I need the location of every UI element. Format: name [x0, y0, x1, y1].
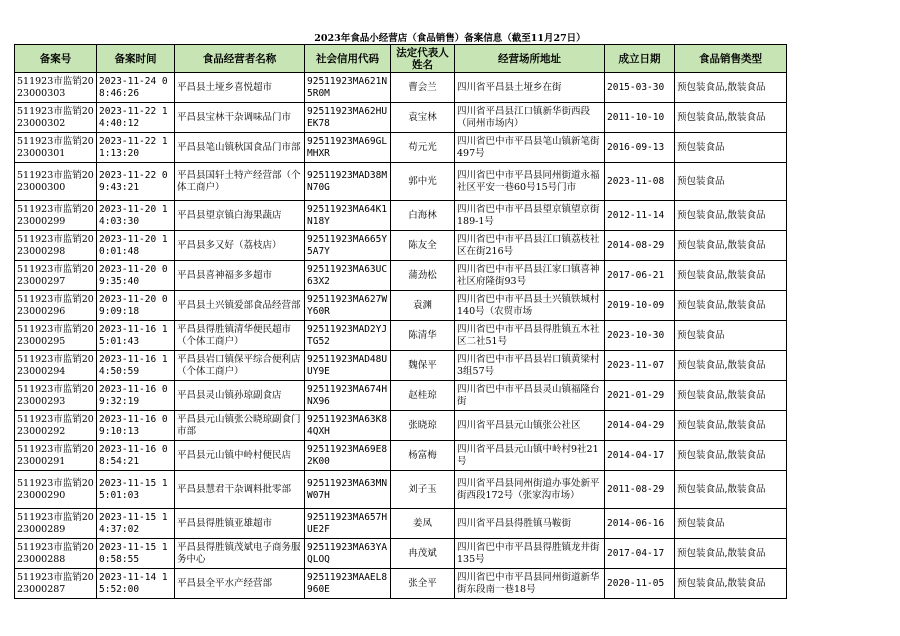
cell-established-date: 2017-04-17	[605, 539, 675, 569]
cell-address: 四川省巴中市平昌县得胜镇龙井街135号	[455, 539, 605, 569]
cell-filing-time: 2023-11-20 14:03:30	[97, 201, 175, 231]
cell-sales-type: 预包装食品,散装食品	[675, 351, 787, 381]
cell-established-date: 2014-04-29	[605, 411, 675, 441]
cell-operator-name: 平昌县喜神福多多超市	[175, 261, 305, 291]
cell-filing-time: 2023-11-20 09:35:40	[97, 261, 175, 291]
header-filing-number: 备案号	[15, 45, 97, 73]
cell-operator-name: 平昌县岩口镇保平综合便利店（个体工商户）	[175, 351, 305, 381]
header-operator-name: 食品经营者名称	[175, 45, 305, 73]
cell-credit-code: 92511923MAD2YJTG52	[305, 321, 391, 351]
cell-filing-number: 511923市监销2023000298	[15, 231, 97, 261]
cell-credit-code: 92511923MA657HUE2F	[305, 509, 391, 539]
cell-filing-number: 511923市监销2023000297	[15, 261, 97, 291]
cell-filing-time: 2023-11-16 09:32:19	[97, 381, 175, 411]
cell-address: 四川省巴中市平昌县同州街道永福社区平安一巷60号15号门市	[455, 163, 605, 201]
cell-legal-rep: 陈清华	[391, 321, 455, 351]
cell-address: 四川省巴中市平昌县望京镇望京街189-1号	[455, 201, 605, 231]
cell-credit-code: 92511923MA63UC63X2	[305, 261, 391, 291]
cell-credit-code: 92511923MA627WY60R	[305, 291, 391, 321]
registration-table	[14, 44, 787, 599]
cell-legal-rep: 杨富梅	[391, 441, 455, 471]
table-row	[15, 381, 787, 411]
cell-filing-number: 511923市监销2023000288	[15, 539, 97, 569]
cell-filing-number: 511923市监销2023000301	[15, 133, 97, 163]
cell-legal-rep: 魏保平	[391, 351, 455, 381]
cell-operator-name: 平昌县土兴镇爱部食品经营部	[175, 291, 305, 321]
cell-sales-type: 预包装食品,散装食品	[675, 441, 787, 471]
cell-sales-type: 预包装食品,散装食品	[675, 471, 787, 509]
cell-sales-type: 预包装食品,散装食品	[675, 231, 787, 261]
cell-filing-time: 2023-11-16 14:50:59	[97, 351, 175, 381]
cell-operator-name: 平昌县得胜镇茂斌电子商务服务中心	[175, 539, 305, 569]
cell-credit-code: 92511923MA665Y5A7Y	[305, 231, 391, 261]
cell-credit-code: 92511923MA63MNW07H	[305, 471, 391, 509]
cell-legal-rep: 陈友全	[391, 231, 455, 261]
cell-sales-type: 预包装食品,散装食品	[675, 411, 787, 441]
cell-sales-type: 预包装食品	[675, 321, 787, 351]
cell-established-date: 2011-10-10	[605, 103, 675, 133]
cell-filing-time: 2023-11-24 08:46:26	[97, 73, 175, 103]
cell-legal-rep: 袁宝林	[391, 103, 455, 133]
table-body	[15, 73, 787, 599]
cell-credit-code: 92511923MA62HUEK78	[305, 103, 391, 133]
table-row	[15, 201, 787, 231]
cell-address: 四川省平昌县元山镇张公社区	[455, 411, 605, 441]
cell-address: 四川省巴中市平昌县江家口镇喜神社区府隆街93号	[455, 261, 605, 291]
cell-filing-number: 511923市监销2023000295	[15, 321, 97, 351]
table-row	[15, 351, 787, 381]
cell-credit-code: 92511923MA621N5R0M	[305, 73, 391, 103]
cell-credit-code: 92511923MA63YAQLOQ	[305, 539, 391, 569]
cell-filing-number: 511923市监销2023000296	[15, 291, 97, 321]
table-row	[15, 133, 787, 163]
header-row	[15, 45, 787, 73]
cell-legal-rep: 冉茂斌	[391, 539, 455, 569]
cell-filing-number: 511923市监销2023000300	[15, 163, 97, 201]
cell-sales-type: 预包装食品,散装食品	[675, 201, 787, 231]
cell-filing-time: 2023-11-14 15:52:00	[97, 569, 175, 599]
cell-legal-rep: 姜凤	[391, 509, 455, 539]
cell-filing-time: 2023-11-15 14:37:02	[97, 509, 175, 539]
table-row	[15, 471, 787, 509]
cell-filing-number: 511923市监销2023000303	[15, 73, 97, 103]
table-row	[15, 321, 787, 351]
cell-established-date: 2016-09-13	[605, 133, 675, 163]
table-row	[15, 539, 787, 569]
cell-credit-code: 92511923MAD48UUY9E	[305, 351, 391, 381]
cell-operator-name: 平昌县土垭乡喜悦超市	[175, 73, 305, 103]
cell-filing-time: 2023-11-15 10:58:55	[97, 539, 175, 569]
cell-address: 四川省平昌县得胜镇马鞍街	[455, 509, 605, 539]
header-address: 经营场所地址	[455, 45, 605, 73]
page-title: 2023年食品小经营店（食品销售）备案信息（截至11月27日）	[314, 33, 586, 44]
cell-address: 四川省巴中市平昌县同州街道新华街东段南一巷18号	[455, 569, 605, 599]
cell-established-date: 2023-11-08	[605, 163, 675, 201]
cell-established-date: 2019-10-09	[605, 291, 675, 321]
cell-filing-time: 2023-11-22 14:40:12	[97, 103, 175, 133]
cell-filing-time: 2023-11-20 09:09:18	[97, 291, 175, 321]
cell-legal-rep: 郭中光	[391, 163, 455, 201]
cell-legal-rep: 白海林	[391, 201, 455, 231]
cell-operator-name: 平昌县慧君干杂调料批零部	[175, 471, 305, 509]
cell-filing-number: 511923市监销2023000292	[15, 411, 97, 441]
cell-operator-name: 平昌县元山镇张公晓琼副食门市部	[175, 411, 305, 441]
cell-legal-rep: 苟元光	[391, 133, 455, 163]
cell-operator-name: 平昌县国轩土特产经营部（个体工商户）	[175, 163, 305, 201]
cell-filing-number: 511923市监销2023000289	[15, 509, 97, 539]
table-row	[15, 73, 787, 103]
cell-sales-type: 预包装食品,散装食品	[675, 569, 787, 599]
cell-address: 四川省巴中市平昌县得胜镇五木社区二社51号	[455, 321, 605, 351]
cell-operator-name: 平昌县得胜镇清华便民超市（个体工商户）	[175, 321, 305, 351]
cell-established-date: 2017-06-21	[605, 261, 675, 291]
cell-filing-number: 511923市监销2023000287	[15, 569, 97, 599]
cell-credit-code: 92511923MA69GLMHXR	[305, 133, 391, 163]
cell-address: 四川省巴中市平昌县岩口镇黄梁村3组57号	[455, 351, 605, 381]
cell-established-date: 2014-04-17	[605, 441, 675, 471]
cell-sales-type: 预包装食品,散装食品	[675, 103, 787, 133]
cell-established-date: 2014-06-16	[605, 509, 675, 539]
cell-sales-type: 预包装食品	[675, 509, 787, 539]
cell-credit-code: 92511923MA64K1N18Y	[305, 201, 391, 231]
cell-filing-number: 511923市监销2023000291	[15, 441, 97, 471]
cell-filing-time: 2023-11-16 08:54:21	[97, 441, 175, 471]
cell-established-date: 2023-11-07	[605, 351, 675, 381]
cell-legal-rep: 张晓琼	[391, 411, 455, 441]
cell-credit-code: 92511923MAD38MN70G	[305, 163, 391, 201]
cell-filing-number: 511923市监销2023000302	[15, 103, 97, 133]
cell-legal-rep: 曹会兰	[391, 73, 455, 103]
table-row	[15, 231, 787, 261]
cell-address: 四川省巴中市平昌县笔山镇新笔街497号	[455, 133, 605, 163]
header-credit-code: 社会信用代码	[305, 45, 391, 73]
cell-operator-name: 平昌县全平水产经营部	[175, 569, 305, 599]
cell-established-date: 2021-01-29	[605, 381, 675, 411]
header-legal-rep: 法定代表人姓名	[391, 45, 455, 73]
cell-operator-name: 平昌县宝林干杂调味品门市	[175, 103, 305, 133]
cell-sales-type: 预包装食品,散装食品	[675, 539, 787, 569]
cell-filing-time: 2023-11-20 10:01:48	[97, 231, 175, 261]
header-filing-time: 备案时间	[97, 45, 175, 73]
cell-legal-rep: 袁渊	[391, 291, 455, 321]
table-row	[15, 441, 787, 471]
cell-credit-code: 92511923MAAEL8960E	[305, 569, 391, 599]
cell-credit-code: 92511923MA674HNX96	[305, 381, 391, 411]
cell-credit-code: 92511923MA69E82K00	[305, 441, 391, 471]
table-row	[15, 509, 787, 539]
cell-filing-time: 2023-11-16 15:01:43	[97, 321, 175, 351]
cell-credit-code: 92511923MA63K84QXH	[305, 411, 391, 441]
cell-legal-rep: 蒲劲松	[391, 261, 455, 291]
cell-operator-name: 平昌县笔山镇秋国食品门市部	[175, 133, 305, 163]
cell-operator-name: 平昌县得胜镇亚雄超市	[175, 509, 305, 539]
table-row	[15, 103, 787, 133]
cell-filing-time: 2023-11-16 09:10:13	[97, 411, 175, 441]
cell-filing-time: 2023-11-22 11:13:20	[97, 133, 175, 163]
cell-filing-number: 511923市监销2023000299	[15, 201, 97, 231]
cell-established-date: 2023-10-30	[605, 321, 675, 351]
table-row	[15, 569, 787, 599]
cell-sales-type: 预包装食品	[675, 133, 787, 163]
cell-filing-number: 511923市监销2023000294	[15, 351, 97, 381]
cell-filing-number: 511923市监销2023000290	[15, 471, 97, 509]
cell-filing-time: 2023-11-15 15:01:03	[97, 471, 175, 509]
header-established-date: 成立日期	[605, 45, 675, 73]
cell-address: 四川省平昌县元山镇中岭村9社21号	[455, 441, 605, 471]
cell-filing-number: 511923市监销2023000293	[15, 381, 97, 411]
cell-sales-type: 预包装食品,散装食品	[675, 381, 787, 411]
cell-established-date: 2014-08-29	[605, 231, 675, 261]
cell-sales-type: 预包装食品,散装食品	[675, 73, 787, 103]
cell-established-date: 2020-11-05	[605, 569, 675, 599]
header-sales-type: 食品销售类型	[675, 45, 787, 73]
table-row	[15, 163, 787, 201]
cell-sales-type: 预包装食品	[675, 163, 787, 201]
cell-operator-name: 平昌县元山镇中岭村便民店	[175, 441, 305, 471]
cell-address: 四川省平昌县江口镇新华街西段（同州市场内）	[455, 103, 605, 133]
cell-sales-type: 预包装食品,散装食品	[675, 261, 787, 291]
cell-established-date: 2012-11-14	[605, 201, 675, 231]
cell-address: 四川省巴中市平昌县灵山镇福隆台街	[455, 381, 605, 411]
cell-address: 四川省平昌县同州街道办事处新平街西段172号（张家沟市场）	[455, 471, 605, 509]
cell-established-date: 2015-03-30	[605, 73, 675, 103]
cell-address: 四川省平昌县土垭乡在街	[455, 73, 605, 103]
cell-sales-type: 预包装食品,散装食品	[675, 291, 787, 321]
cell-legal-rep: 赵桂琼	[391, 381, 455, 411]
cell-filing-time: 2023-11-22 09:43:21	[97, 163, 175, 201]
cell-legal-rep: 刘子玉	[391, 471, 455, 509]
table-row	[15, 411, 787, 441]
cell-operator-name: 平昌县多又好（荔枝店）	[175, 231, 305, 261]
cell-legal-rep: 张全平	[391, 569, 455, 599]
cell-address: 四川省巴中市平昌县土兴镇铁城村140号（农贸市场	[455, 291, 605, 321]
table-row	[15, 261, 787, 291]
cell-operator-name: 平昌县灵山镇孙琼副食店	[175, 381, 305, 411]
cell-established-date: 2011-08-29	[605, 471, 675, 509]
table-row	[15, 291, 787, 321]
cell-operator-name: 平昌县望京镇白海果蔬店	[175, 201, 305, 231]
cell-address: 四川省巴中市平昌县江口镇荔枝社区在街216号	[455, 231, 605, 261]
